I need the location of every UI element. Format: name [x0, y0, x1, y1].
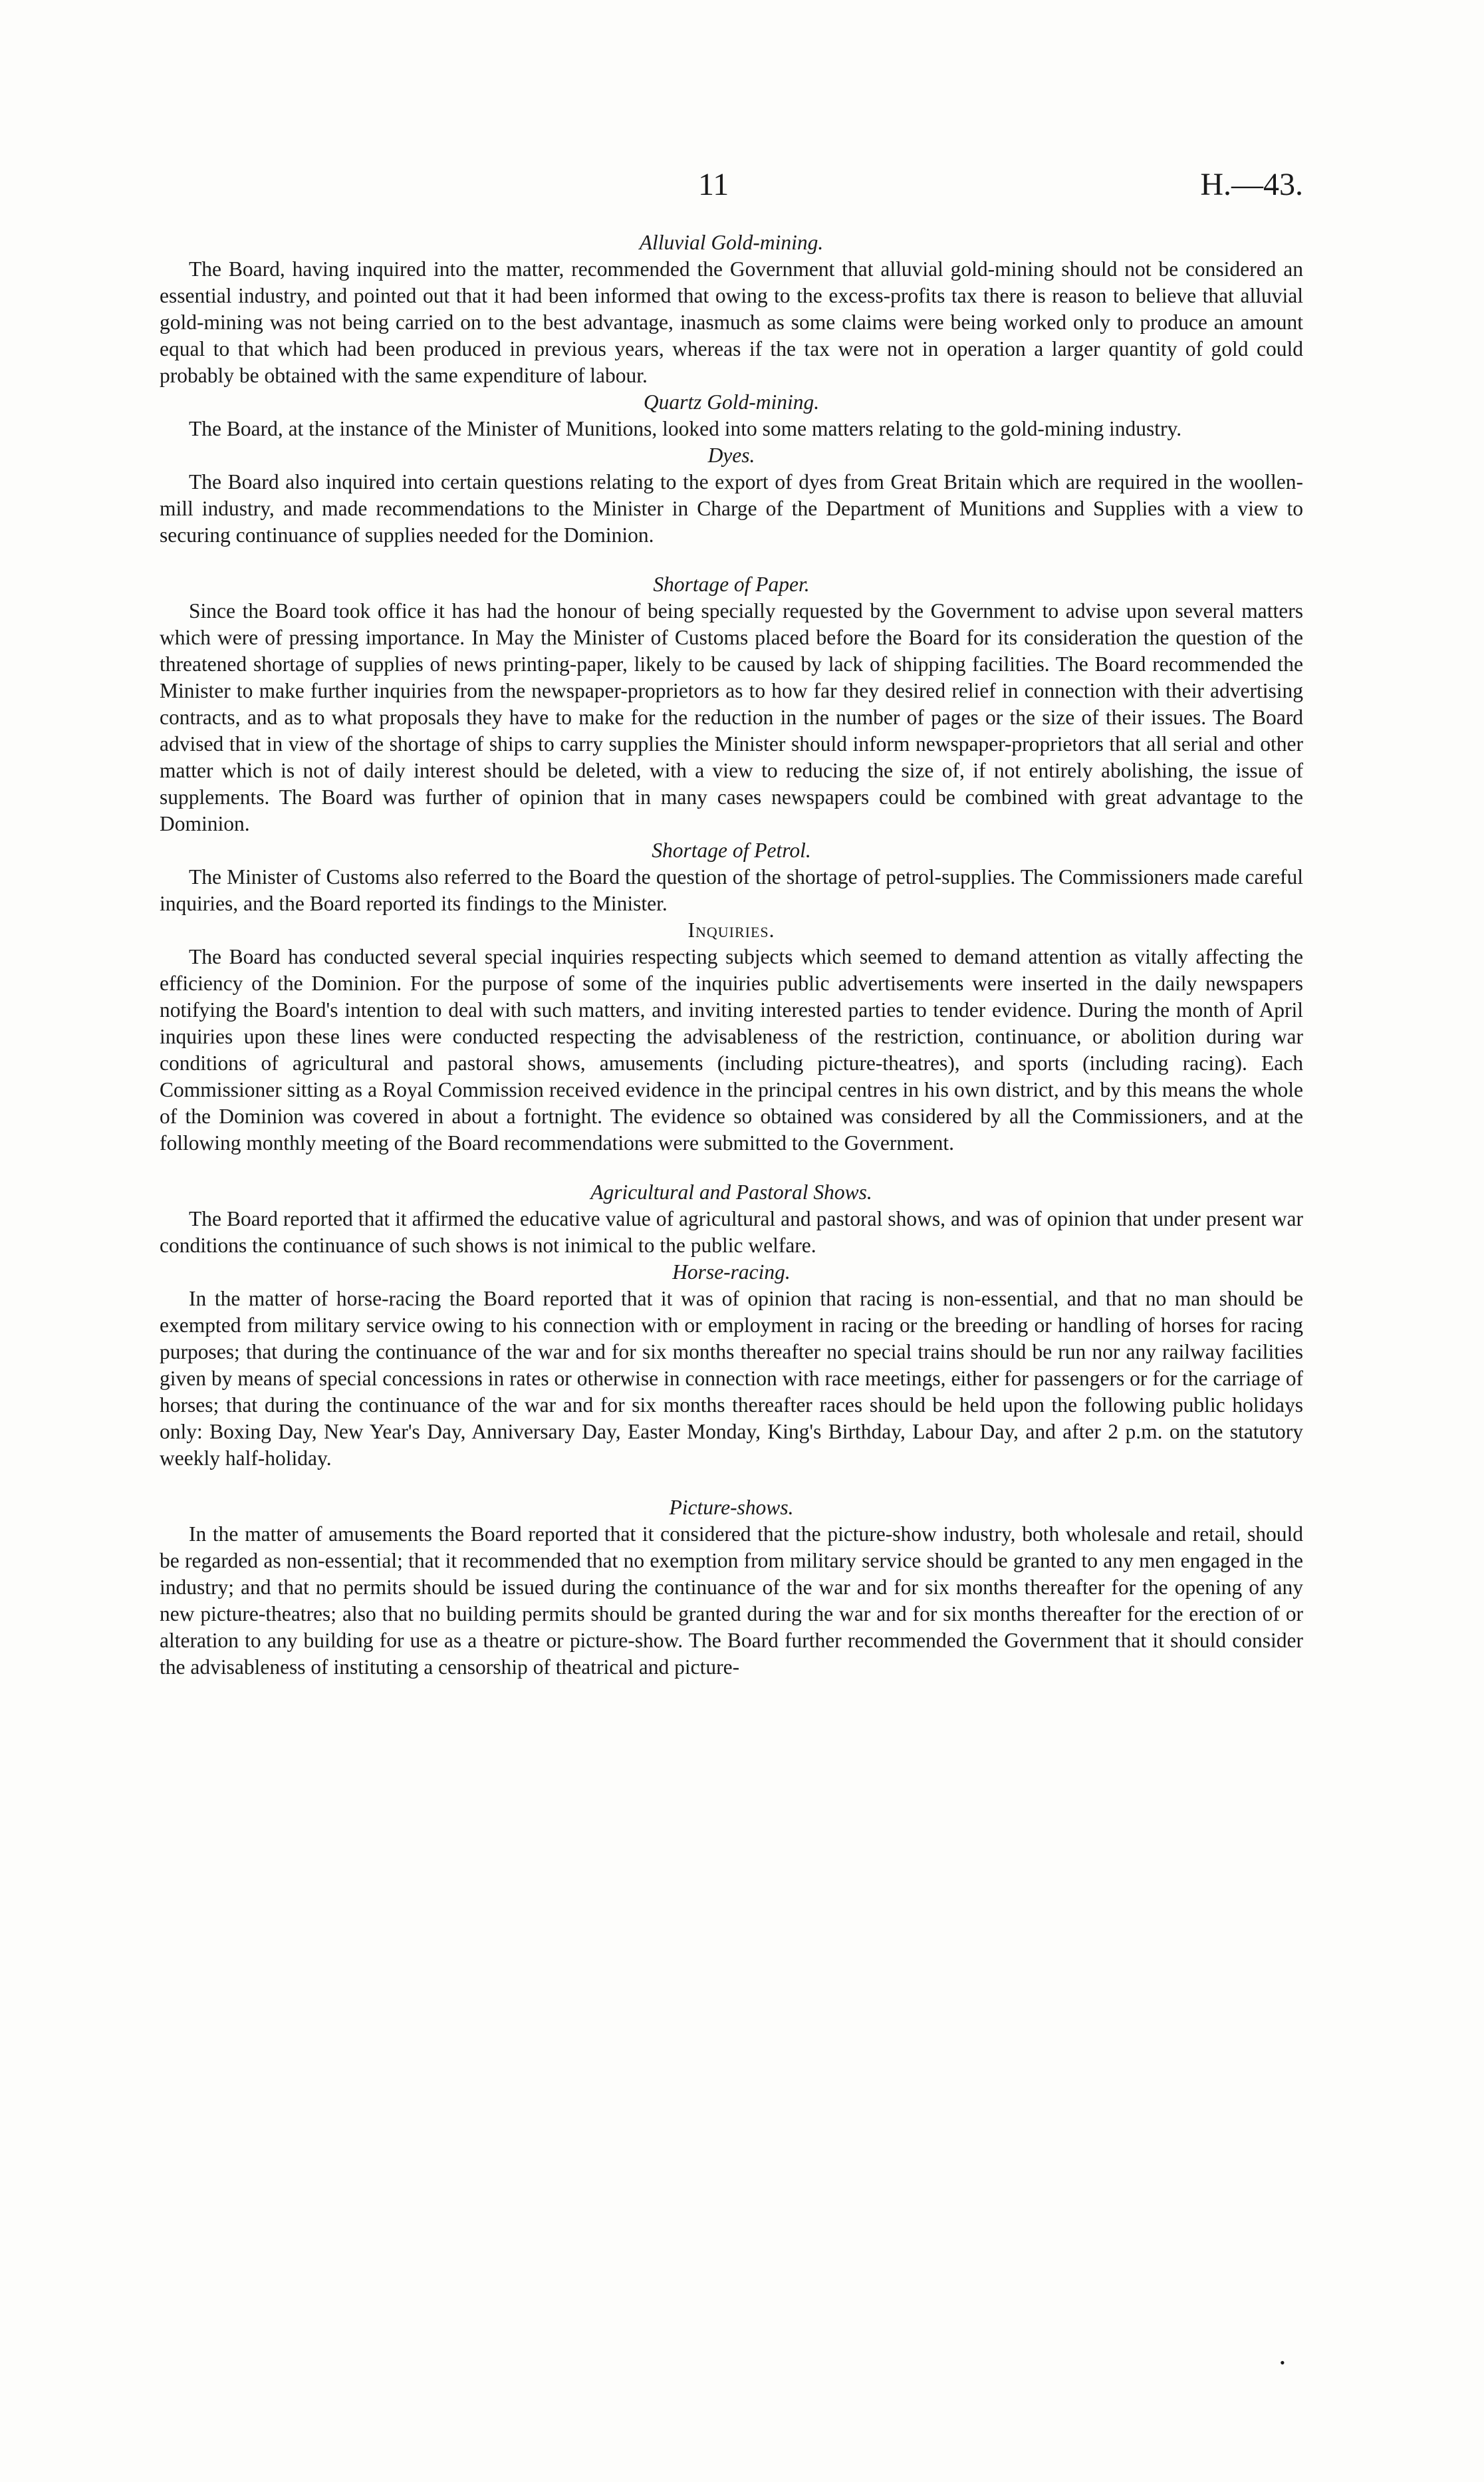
paragraph-agricultural-and-pastoral-shows: The Board reported that it affirmed the educative value of agricultural and pastoral shows, and was of opinion that under present war conditions the continuance of such shows is not inimical to the public welfare.: [160, 1207, 1303, 1257]
page-number: 11: [698, 167, 729, 202]
heading-inquiries: Inquiries.: [687, 918, 775, 942]
heading-horse-racing: Horse-racing.: [672, 1260, 791, 1284]
page-header: [160, 166, 1303, 213]
page-dot-mark: •: [1280, 2354, 1285, 2371]
paragraph-shortage-of-paper: Since the Board took office it has had the honour of being specially requested by the Government to advise upon several matters which were of pressing importance. In May the Minister of Customs placed before the Board for its consideration the question of the threatened shortage of supplies of news printing-paper, likely to be caused by lack of shipping facilities. The Board recommended the Minister to make further inquiries from the newspaper-proprietors as to how far they desired relief in connection with their advertising contracts, and as to what proposals they have to make for the reduction in the number of pages or the size of their issues. The Board advised that in view of the shortage of ships to carry supplies the Minister should inform newspaper-proprietors that all serial and other matter which is not of daily interest should be deleted, with a view to reducing the size of, if not entirely abolishing, the issue of supplements. The Board was further of opinion that in many cases newspapers could be combined with great advantage to the Dominion.: [160, 599, 1303, 835]
heading-shortage-of-paper: Shortage of Paper.: [653, 573, 810, 596]
heading-agricultural-and-pastoral-shows: Agricultural and Pastoral Shows.: [590, 1180, 872, 1204]
paragraph-quartz-gold-mining: The Board, at the instance of the Minister of Munitions, looked into some matters relating to the gold-mining industry.: [189, 417, 1182, 440]
paragraph-dyes: The Board also inquired into certain questions relating to the export of dyes from Great Britain which are required in the woollen-mill industry, and made recommendations to the Minister in Charge of the Department of Munitions and Supplies with a view to securing continuance of supplies needed for the Dominion.: [160, 470, 1303, 547]
paragraph-shortage-of-petrol: The Minister of Customs also referred to the Board the question of the shortage of petrol-supplies. The Commissioners made careful inquiries, and the Board reported its findings to the Minister.: [160, 865, 1303, 915]
heading-picture-shows: Picture-shows.: [669, 1496, 794, 1519]
paragraph-inquiries: The Board has conducted several special inquiries respecting subjects which seemed to demand attention as vitally affecting the efficiency of the Dominion. For the purpose of some of the inquiries public advertisements were inserted in the daily newspapers notifying the Board's intention to deal with such matters, and inviting interested parties to tender evidence. During the month of April inquiries upon these lines were conducted respecting the advisableness of the restriction, continuance, or abolition during war conditions of agricultural and pastoral shows, amusements (including picture-theatres), and sports (including racing). Each Commissioner sitting as a Royal Commission received evidence in the principal centres in his own district, and by this means the whole of the Dominion was covered in about a fortnight. The evidence so obtained was considered by all the Commissioners, and at the following monthly meeting of the Board recommendations were submitted to the Government.: [160, 945, 1303, 1155]
document-code: H.—43.: [1200, 167, 1303, 202]
heading-shortage-of-petrol: Shortage of Petrol.: [652, 839, 811, 862]
heading-alluvial-gold-mining: Alluvial Gold-mining.: [639, 231, 824, 254]
paragraph-picture-shows: In the matter of amusements the Board reported that it considered that the picture-show industry, both wholesale and retail, should be regarded as non-essential; that it recommended that no exemption from military service should be granted to any men engaged in the industry; and that no permits should be issued during the continuance of the war and for six months thereafter for the opening of any new picture-theatres; also that no building permits should be granted during the war and for six months thereafter for the erection of or alteration to any building for use as a theatre or picture-show. The Board further recommended the Government that it should consider the advisableness of instituting a censorship of theatrical and picture-: [160, 1522, 1303, 1679]
paragraph-alluvial-gold-mining: The Board, having inquired into the matter, recommended the Government that alluvial gold-mining should not be considered an essential industry, and pointed out that it had been informed that owing to the excess-profits tax there is reason to believe that alluvial gold-mining was not being carried on to the best advantage, inasmuch as some claims were being worked only to produce an amount equal to that which had been produced in previous years, whereas if the tax were not in operation a larger quantity of gold could probably be obtained with the same expenditure of labour.: [160, 257, 1303, 387]
body-text: [160, 229, 1303, 1681]
heading-quartz-gold-mining: Quartz Gold-mining.: [643, 390, 820, 414]
heading-dyes: Dyes.: [707, 444, 755, 467]
paragraph-horse-racing: In the matter of horse-racing the Board reported that it was of opinion that racing is non-essential, and that no man should be exempted from military service owing to his connection with or employment in racing or the breeding or handling of horses for racing purposes; that during the continuance of the war and for six months thereafter no special trains should be run nor any railway facilities given by means of special concessions in rates or otherwise in connection with race meetings, either for passengers or for the carriage of horses; that during the continuance of the war and for six months thereafter races should be held upon the following public holidays only: Boxing Day, New Year's Day, Anniversary Day, Easter Monday, King's Birthday, Labour Day, and after 2 p.m. on the statutory weekly half-holiday.: [160, 1287, 1303, 1470]
